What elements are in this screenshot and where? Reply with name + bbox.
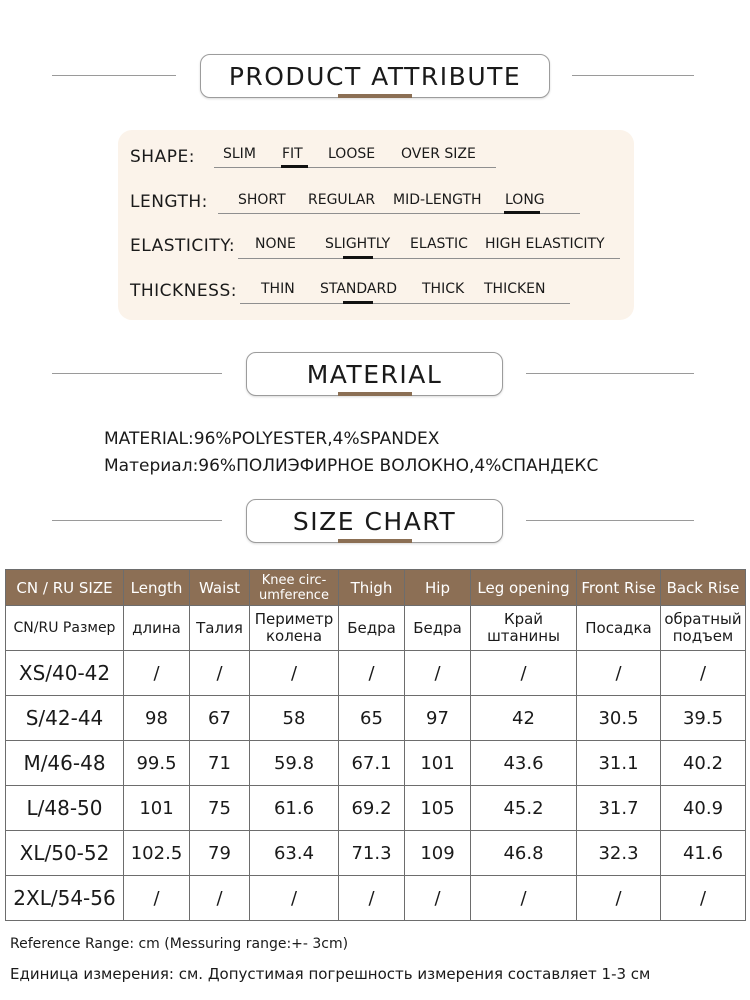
selected-indicator: [343, 256, 373, 259]
table-cell: 67.1: [339, 741, 405, 786]
table-cell: 63.4: [250, 831, 339, 876]
reference-range-note-en: Reference Range: cm (Messuring range:+- 3cm): [10, 936, 349, 952]
divider-left: [52, 373, 222, 374]
selected-indicator: [504, 211, 540, 214]
size-chart-title: SIZE CHART: [292, 506, 457, 536]
attribute-title: PRODUCT ATTRIBUTE: [228, 61, 522, 91]
table-cell: /: [190, 876, 250, 921]
table-cell: 61.6: [250, 786, 339, 831]
reference-range-note-ru: Единица измерения: см. Допустимая погрешность измерения составляет 1-3 см: [10, 965, 651, 983]
header-cell: Back Rise: [661, 570, 746, 606]
table-cell: /: [339, 651, 405, 696]
header-cell: Thigh: [339, 570, 405, 606]
table-cell: 101: [405, 741, 471, 786]
table-header-ru-row: [6, 606, 746, 651]
table-cell: 32.3: [577, 831, 661, 876]
table-cell: 98: [124, 696, 190, 741]
size-cell: XL/50-52: [6, 831, 124, 876]
table-cell: 71: [190, 741, 250, 786]
header-ru-cell: Бедра: [405, 606, 471, 651]
attribute-underline: [240, 303, 570, 304]
table-cell: 45.2: [471, 786, 577, 831]
table-cell: 30.5: [577, 696, 661, 741]
attribute-title-box: [200, 54, 550, 98]
table-cell: 40.2: [661, 741, 746, 786]
table-cell: /: [124, 876, 190, 921]
attribute-label: ELASTICITY:: [130, 236, 236, 256]
table-cell: /: [577, 651, 661, 696]
table-cell: /: [471, 651, 577, 696]
table-cell: 105: [405, 786, 471, 831]
title-accent-bar: [338, 94, 412, 98]
header-ru-cell: Талия: [190, 606, 250, 651]
table-cell: 58: [250, 696, 339, 741]
attribute-label: SHAPE:: [130, 147, 195, 167]
attribute-option-selected: SLIGHTLY: [325, 236, 391, 252]
title-accent-bar: [338, 539, 412, 543]
table-cell: /: [339, 876, 405, 921]
material-text-en: MATERIAL:96%POLYESTER,4%SPANDEX: [104, 429, 440, 449]
table-row: [6, 786, 746, 831]
header-ru-cell: обратный подъем: [661, 606, 746, 651]
attribute-option: NONE: [255, 236, 296, 252]
divider-right: [526, 520, 694, 521]
selected-indicator: [281, 165, 308, 168]
selected-indicator: [343, 301, 373, 304]
table-cell: 69.2: [339, 786, 405, 831]
table-cell: /: [190, 651, 250, 696]
table-cell: 75: [190, 786, 250, 831]
attribute-panel: [118, 130, 634, 320]
attribute-option: HIGH ELASTICITY: [485, 236, 605, 252]
header-ru-cell: Периметр колена: [250, 606, 339, 651]
table-cell: 39.5: [661, 696, 746, 741]
table-cell: 42: [471, 696, 577, 741]
attribute-row-shape: [118, 142, 634, 172]
table-cell: 79: [190, 831, 250, 876]
table-cell: /: [250, 651, 339, 696]
attribute-option-selected: LONG: [505, 192, 545, 208]
table-cell: /: [577, 876, 661, 921]
header-ru-cell: длина: [124, 606, 190, 651]
table-cell: 31.1: [577, 741, 661, 786]
title-accent-bar: [338, 392, 412, 396]
header-ru-cell: Край штанины: [471, 606, 577, 651]
table-row: [6, 741, 746, 786]
divider-left: [52, 520, 222, 521]
table-cell: 102.5: [124, 831, 190, 876]
header-cell: Length: [124, 570, 190, 606]
table-cell: /: [471, 876, 577, 921]
table-row: [6, 696, 746, 741]
table-cell: /: [405, 876, 471, 921]
table-header-row: [6, 570, 746, 606]
size-chart-table: [5, 569, 746, 921]
attribute-option: SHORT: [238, 192, 286, 208]
attribute-option: THIN: [261, 281, 295, 297]
attribute-label: LENGTH:: [130, 192, 208, 212]
table-cell: 31.7: [577, 786, 661, 831]
table-cell: 46.8: [471, 831, 577, 876]
attribute-row-length: [118, 187, 634, 217]
table-cell: /: [661, 651, 746, 696]
table-cell: 97: [405, 696, 471, 741]
table-row: [6, 651, 746, 696]
attribute-option: THICK: [422, 281, 465, 297]
table-cell: 101: [124, 786, 190, 831]
attribute-option-selected: STANDARD: [320, 281, 398, 297]
table-cell: 109: [405, 831, 471, 876]
attribute-underline: [214, 167, 496, 168]
header-ru-cell: Бедра: [339, 606, 405, 651]
size-cell: XS/40-42: [6, 651, 124, 696]
header-ru-cell: CN/RU Размер: [6, 606, 124, 651]
attribute-row-thickness: [118, 276, 634, 306]
size-chart-title-box: [246, 499, 503, 543]
attribute-option: THICKEN: [484, 281, 546, 297]
header-ru-cell: Посадка: [577, 606, 661, 651]
header-cell: Hip: [405, 570, 471, 606]
divider-right: [572, 75, 694, 76]
table-cell: 65: [339, 696, 405, 741]
table-cell: 99.5: [124, 741, 190, 786]
attribute-option: REGULAR: [308, 192, 376, 208]
table-cell: /: [124, 651, 190, 696]
header-cell: Waist: [190, 570, 250, 606]
table-row: [6, 831, 746, 876]
table-cell: 41.6: [661, 831, 746, 876]
size-cell: L/48-50: [6, 786, 124, 831]
table-cell: /: [405, 651, 471, 696]
attribute-option: ELASTIC: [410, 236, 468, 252]
attribute-underline: [238, 258, 620, 259]
attribute-option: LOOSE: [328, 146, 376, 162]
attribute-option: OVER SIZE: [401, 146, 476, 162]
table-cell: 43.6: [471, 741, 577, 786]
size-cell: 2XL/54-56: [6, 876, 124, 921]
table-cell: /: [661, 876, 746, 921]
table-cell: 59.8: [250, 741, 339, 786]
table-cell: /: [250, 876, 339, 921]
attribute-option: MID-LENGTH: [393, 192, 482, 208]
header-cell: CN / RU SIZE: [6, 570, 124, 606]
attribute-row-elasticity: [118, 231, 634, 261]
attribute-option: SLIM: [223, 146, 256, 162]
table-cell: 71.3: [339, 831, 405, 876]
table-row: [6, 876, 746, 921]
table-cell: 40.9: [661, 786, 746, 831]
attribute-option-selected: FIT: [282, 146, 303, 162]
divider-left: [52, 75, 176, 76]
header-cell: Knee circ-umference: [250, 570, 339, 606]
header-cell: Front Rise: [577, 570, 661, 606]
table-cell: 67: [190, 696, 250, 741]
header-cell: Leg opening: [471, 570, 577, 606]
divider-right: [526, 373, 694, 374]
attribute-label: THICKNESS:: [130, 281, 237, 301]
size-cell: S/42-44: [6, 696, 124, 741]
material-title: MATERIAL: [306, 359, 443, 389]
material-title-box: [246, 352, 503, 396]
material-text-ru: Материал:96%ПОЛИЭФИРНОЕ ВОЛОКНО,4%СПАНДЕКС: [104, 456, 599, 476]
size-cell: M/46-48: [6, 741, 124, 786]
